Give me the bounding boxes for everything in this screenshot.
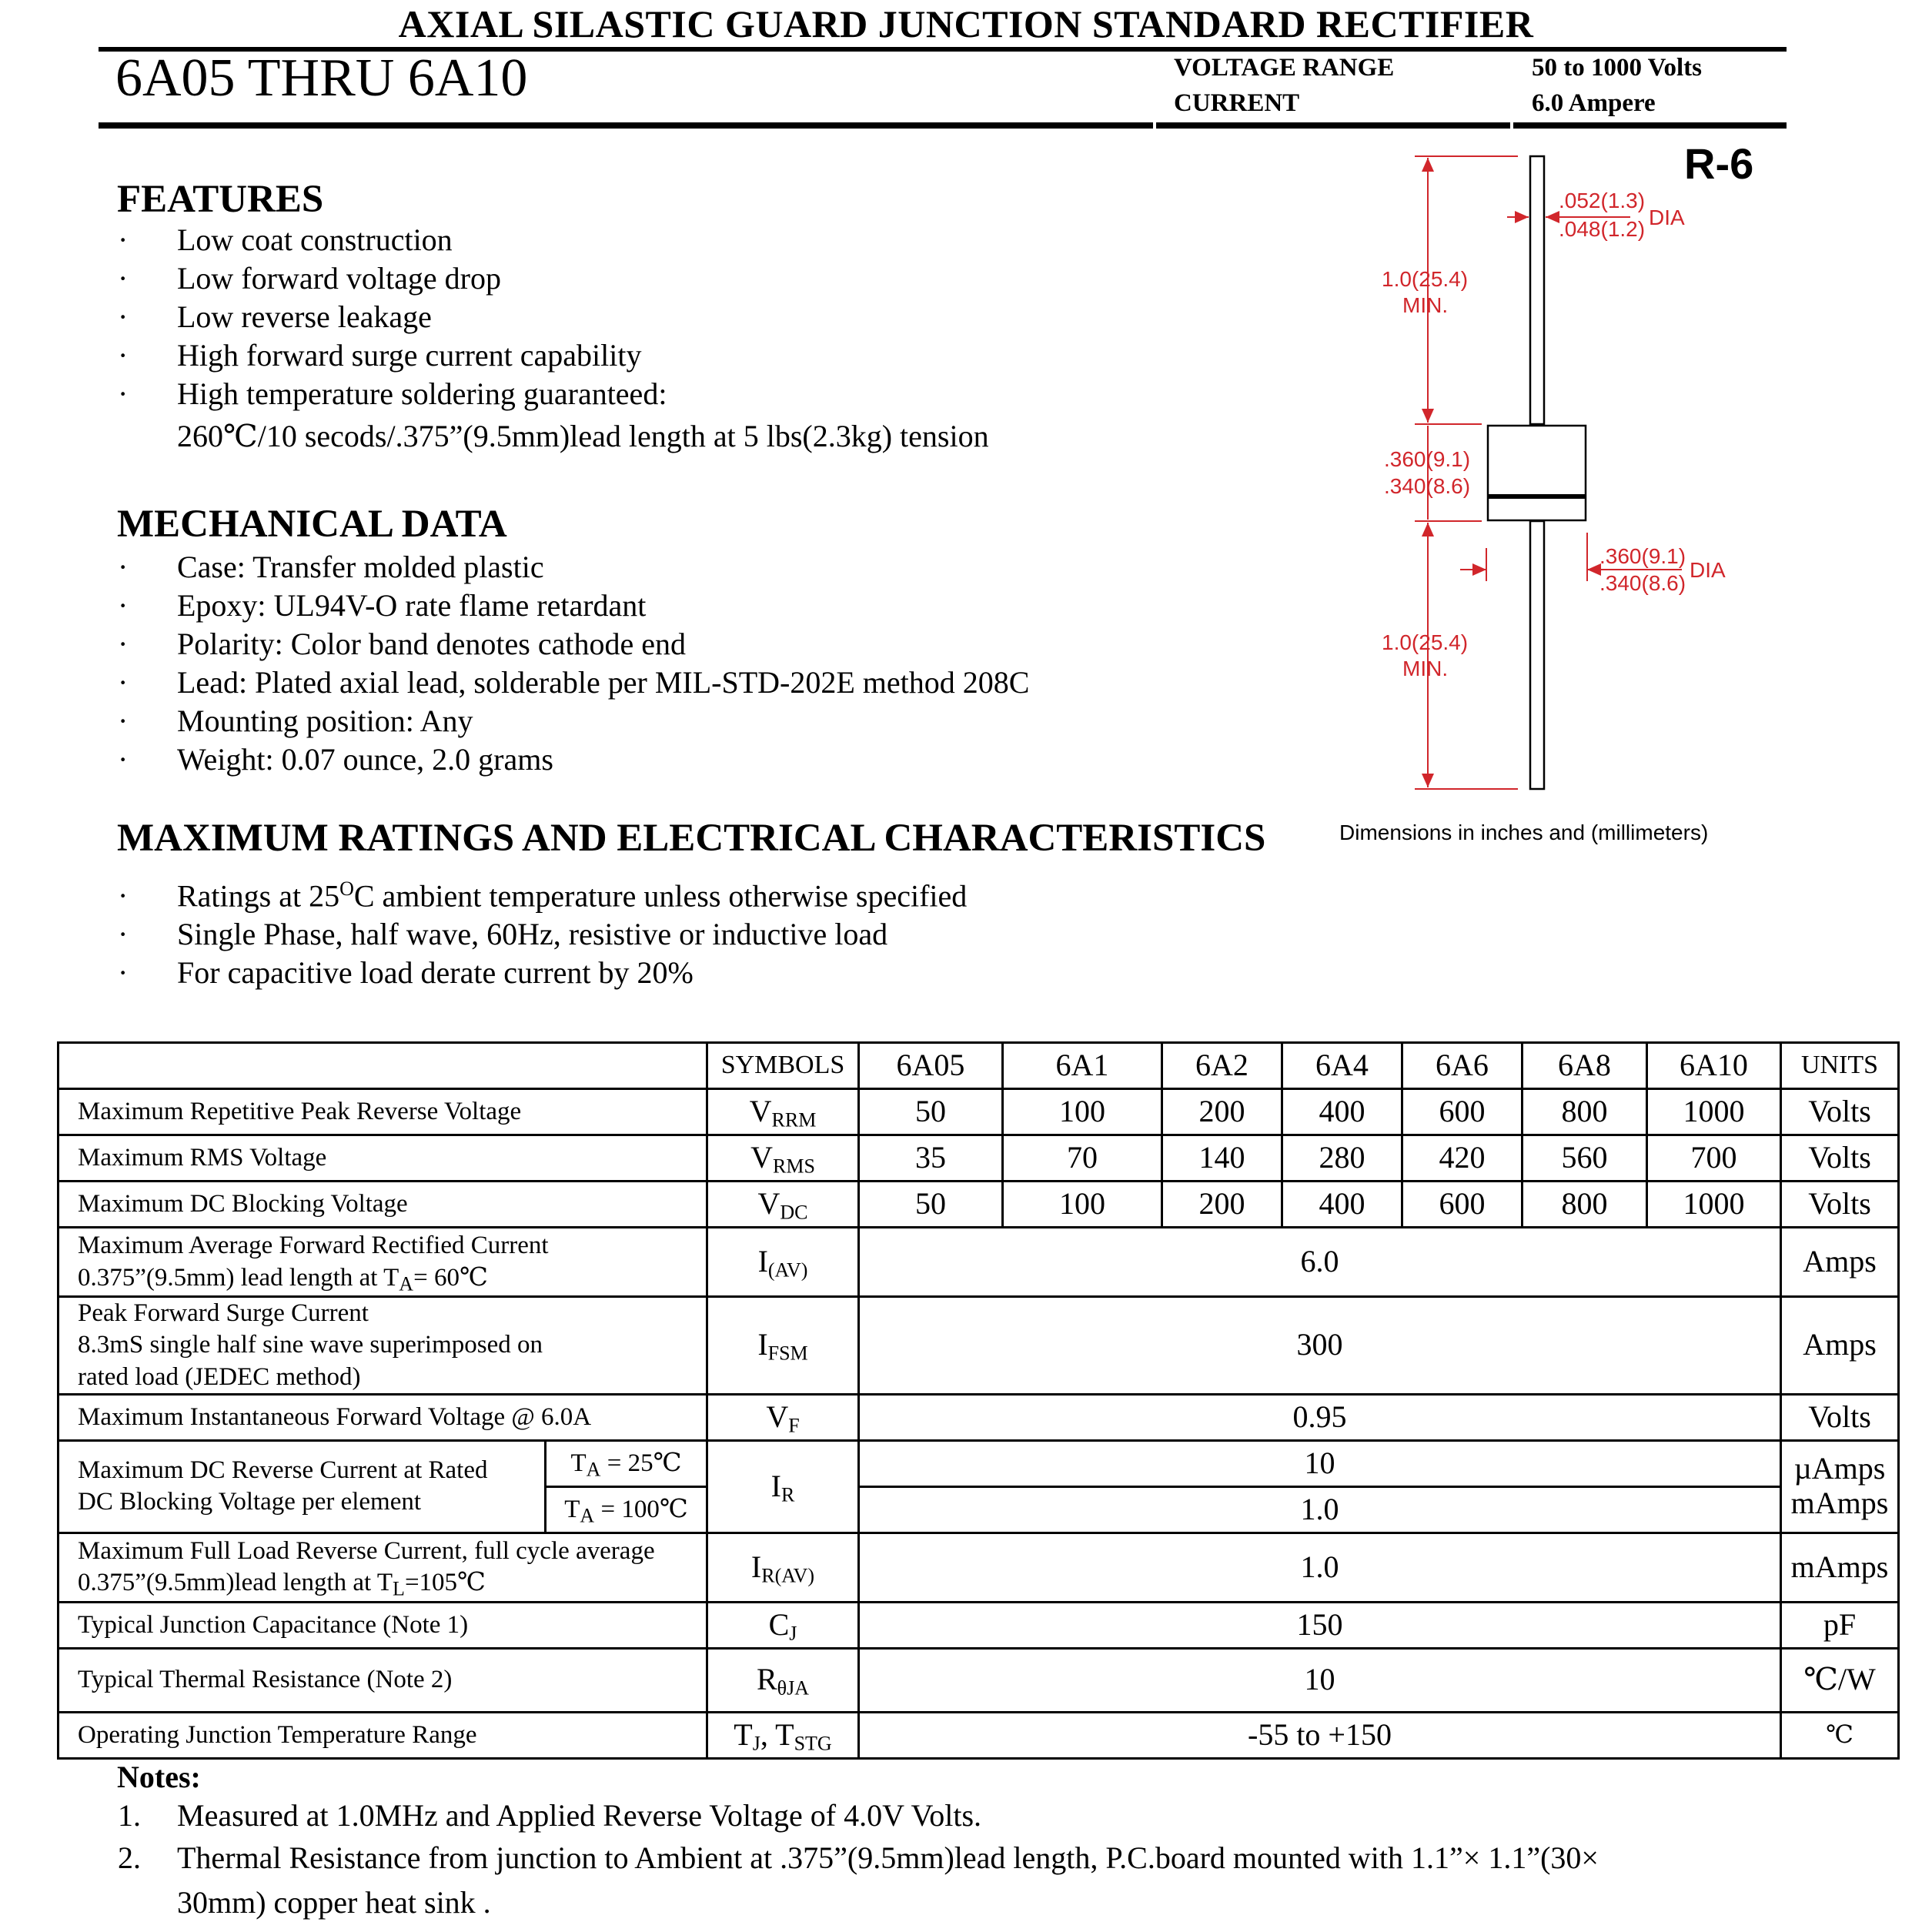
parameter-cell: Maximum RMS Voltage: [58, 1135, 707, 1182]
feature-item: High forward surge current capability: [177, 338, 642, 373]
rating-condition: For capacitive load derate current by 20%: [177, 955, 694, 990]
mechanical-item: Epoxy: UL94V-O rate flame retardant: [177, 588, 647, 623]
symbol-cell: $I_{FSM}$: [707, 1297, 859, 1395]
notes-title: Notes:: [117, 1760, 201, 1794]
value-cell: 420: [1402, 1135, 1523, 1182]
bullet: ·: [118, 955, 129, 990]
value-cell: 150: [859, 1602, 1781, 1648]
value-cell: 10: [859, 1440, 1781, 1486]
lead-dia-max: .052(1.3): [1559, 189, 1646, 212]
parameter-cell: Maximum Repetitive Peak Reverse Voltage: [58, 1089, 707, 1135]
feature-item: Low coat construction: [177, 222, 453, 257]
symbol-cell: $C_J$: [707, 1602, 859, 1648]
value-cell: 1000: [1647, 1089, 1781, 1135]
parameter-cell: Maximum Instantaneous Forward Voltage @ 6.0A: [58, 1394, 707, 1440]
bullet: ·: [118, 878, 129, 913]
dia-label: DIA: [1690, 558, 1726, 582]
mechanical-item: Case: Transfer molded plastic: [177, 550, 544, 584]
parameter-cell: Maximum Average Forward Rectified Current 0.375”(9.5mm) lead length at $T_A=$ 60℃: [58, 1228, 707, 1297]
header-units: UNITS: [1781, 1043, 1899, 1089]
header-part: 6A05: [859, 1043, 1003, 1089]
mechanical-item: Polarity: Color band denotes cathode end: [177, 627, 686, 661]
value-cell: 800: [1523, 1089, 1647, 1135]
unit-cell: mAmps: [1781, 1533, 1899, 1602]
header-part: 6A4: [1282, 1043, 1402, 1089]
top-lead: [1530, 156, 1544, 424]
unit-cell: Volts: [1781, 1182, 1899, 1228]
current-label: CURRENT: [1174, 89, 1300, 117]
value-cell: 50: [859, 1089, 1003, 1135]
mechanical-item: Lead: Plated axial lead, solderable per MIL-STD-202E method 208C: [177, 665, 1030, 700]
value-cell: 280: [1282, 1135, 1402, 1182]
value-cell: 560: [1523, 1135, 1647, 1182]
diode-body: [1488, 426, 1586, 520]
value-cell: 1000: [1647, 1182, 1781, 1228]
body-length-min: .340(8.6): [1384, 474, 1471, 498]
table-row: [58, 1228, 1899, 1297]
bullet: ·: [118, 665, 129, 700]
value-cell: 10: [859, 1648, 1781, 1712]
table-row: [58, 1648, 1899, 1712]
part-number-range: 6A05 THRU 6A10: [115, 48, 528, 108]
symbol-cell: $I_{(AV)}$: [707, 1228, 859, 1297]
voltage-range-value: 50 to 1000 Volts: [1532, 54, 1702, 82]
symbol-cell: $V_{RMS}$: [707, 1135, 859, 1182]
symbol-cell: $R_{\theta JA}$: [707, 1648, 859, 1712]
document-title: AXIAL SILASTIC GUARD JUNCTION STANDARD RECTIFIER: [398, 2, 1534, 45]
value-cell: 1.0: [859, 1533, 1781, 1602]
header-part: 6A2: [1162, 1043, 1282, 1089]
table-row: [58, 1533, 1899, 1602]
value-cell: 400: [1282, 1182, 1402, 1228]
bullet: ·: [118, 376, 129, 411]
bullet: ·: [118, 588, 129, 623]
dimensions-note: Dimensions in inches and (millimeters): [1339, 821, 1709, 844]
symbol-cell: $I_{R(AV)}$: [707, 1533, 859, 1602]
feature-item-continuation: 260℃/10 secods/.375”(9.5mm)lead length at 5 lbs(2.3kg) tension: [177, 419, 989, 453]
bullet: ·: [118, 222, 129, 257]
parameter-cell: Peak Forward Surge Current 8.3mS single half sine wave superimposed on rated load (JEDEC method): [58, 1297, 707, 1395]
rating-condition: Single Phase, half wave, 60Hz, resistive or inductive load: [177, 917, 888, 951]
current-value: 6.0 Ampere: [1532, 89, 1656, 117]
parameter-cell: Typical Thermal Resistance (Note 2): [58, 1648, 707, 1712]
header-part: 6A6: [1402, 1043, 1523, 1089]
feature-item: High temperature soldering guaranteed:: [177, 376, 667, 411]
value-cell: 400: [1282, 1089, 1402, 1135]
condition-cell: $T_A$ = 100℃: [546, 1486, 707, 1533]
note-text: Thermal Resistance from junction to Ambient at .375”(9.5mm)lead length, P.C.board mounted with 1.1”× 1.1”(30×: [177, 1840, 1599, 1875]
ratings-table: [57, 1041, 1900, 1760]
value-cell: 6.0: [859, 1228, 1781, 1297]
table-row: [58, 1394, 1899, 1440]
note-text-continuation: 30mm) copper heat sink .: [177, 1885, 491, 1920]
parameter-cell: Maximum DC Reverse Current at Rated DC Blocking Voltage per element: [58, 1440, 546, 1533]
header-symbols: SYMBOLS: [707, 1043, 859, 1089]
body-length-max: .360(9.1): [1384, 447, 1471, 471]
features-title: FEATURES: [117, 178, 324, 221]
ratings-title: MAXIMUM RATINGS AND ELECTRICAL CHARACTERISTICS: [117, 817, 1266, 860]
parameter-cell: Maximum Full Load Reverse Current, full cycle average 0.375”(9.5mm)lead length at $T_L=105℃$: [58, 1533, 707, 1602]
header-part: 6A1: [1003, 1043, 1162, 1089]
value-cell: 100: [1003, 1089, 1162, 1135]
table-row: [58, 1440, 1899, 1486]
bullet: ·: [118, 704, 129, 738]
note-number: 2.: [118, 1840, 141, 1875]
bullet: ·: [118, 917, 129, 951]
value-cell: 200: [1162, 1182, 1282, 1228]
bullet: ·: [118, 261, 129, 296]
mechanical-item: Mounting position: Any: [177, 704, 473, 738]
unit-cell: ℃: [1781, 1712, 1899, 1758]
value-cell: 35: [859, 1135, 1003, 1182]
value-cell: 70: [1003, 1135, 1162, 1182]
value-cell: 0.95: [859, 1394, 1781, 1440]
bullet: ·: [118, 627, 129, 661]
unit-cell: µAmps mAmps: [1781, 1440, 1899, 1533]
body-dia-min: .340(8.6): [1599, 571, 1686, 595]
body-dia-max: .360(9.1): [1599, 544, 1686, 568]
bullet: ·: [118, 338, 129, 373]
package-outline-drawing: [0, 0, 1932, 847]
voltage-range-label: VOLTAGE RANGE: [1174, 54, 1395, 82]
min-label: MIN.: [1402, 293, 1449, 317]
lead-length-bottom: 1.0(25.4): [1382, 630, 1469, 654]
symbol-cell: $T_J$, $T_{STG}$: [707, 1712, 859, 1758]
value-cell: 200: [1162, 1089, 1282, 1135]
parameter-cell: Maximum DC Blocking Voltage: [58, 1182, 707, 1228]
value-cell: 300: [859, 1297, 1781, 1395]
rating-condition: Ratings at $25^OC$ ambient temperature unless otherwise specified: [177, 877, 968, 914]
header-part: 6A8: [1523, 1043, 1647, 1089]
unit-cell: Volts: [1781, 1089, 1899, 1135]
value-cell: -55 to +150: [859, 1712, 1781, 1758]
mechanical-data-title: MECHANICAL DATA: [117, 503, 507, 546]
bullet: ·: [118, 299, 129, 334]
lead-length-top: 1.0(25.4): [1382, 267, 1469, 291]
mechanical-item: Weight: 0.07 ounce, 2.0 grams: [177, 742, 553, 777]
unit-cell: pF: [1781, 1602, 1899, 1648]
unit-cell: Volts: [1781, 1394, 1899, 1440]
min-label: MIN.: [1402, 657, 1449, 680]
package-name: R-6: [1684, 139, 1754, 188]
value-cell: 800: [1523, 1182, 1647, 1228]
symbol-cell: $V_F$: [707, 1394, 859, 1440]
value-cell: 600: [1402, 1089, 1523, 1135]
condition-cell: $T_A$ = 25℃: [546, 1440, 707, 1486]
symbol-cell: $V_{DC}$: [707, 1182, 859, 1228]
table-row: [58, 1182, 1899, 1228]
value-cell: 600: [1402, 1182, 1523, 1228]
bottom-lead: [1530, 521, 1544, 789]
header-blank: [58, 1043, 707, 1089]
bullet: ·: [118, 742, 129, 777]
cathode-band: [1489, 494, 1585, 499]
note-text: Measured at 1.0MHz and Applied Reverse Voltage of 4.0V Volts.: [177, 1798, 982, 1833]
value-cell: 1.0: [859, 1486, 1781, 1533]
unit-cell: Amps: [1781, 1297, 1899, 1395]
value-cell: 100: [1003, 1182, 1162, 1228]
lead-dia-min: .048(1.2): [1559, 217, 1646, 241]
table-header-row: [58, 1043, 1899, 1089]
value-cell: 700: [1647, 1135, 1781, 1182]
table-row: [58, 1712, 1899, 1758]
bullet: ·: [118, 550, 129, 584]
table-row: [58, 1602, 1899, 1648]
symbol-cell: $V_{RRM}$: [707, 1089, 859, 1135]
feature-item: Low reverse leakage: [177, 299, 432, 334]
symbol-cell: $I_R$: [707, 1440, 859, 1533]
unit-cell: ℃/W: [1781, 1648, 1899, 1712]
parameter-cell: Operating Junction Temperature Range: [58, 1712, 707, 1758]
value-cell: 50: [859, 1182, 1003, 1228]
unit-cell: Volts: [1781, 1135, 1899, 1182]
table-row: [58, 1089, 1899, 1135]
dia-label: DIA: [1649, 206, 1685, 229]
unit-cell: Amps: [1781, 1228, 1899, 1297]
value-cell: 140: [1162, 1135, 1282, 1182]
header-part: 6A10: [1647, 1043, 1781, 1089]
parameter-cell: Typical Junction Capacitance (Note 1): [58, 1602, 707, 1648]
feature-item: Low forward voltage drop: [177, 261, 501, 296]
table-row: [58, 1135, 1899, 1182]
table-row: [58, 1297, 1899, 1395]
note-number: 1.: [118, 1798, 141, 1833]
